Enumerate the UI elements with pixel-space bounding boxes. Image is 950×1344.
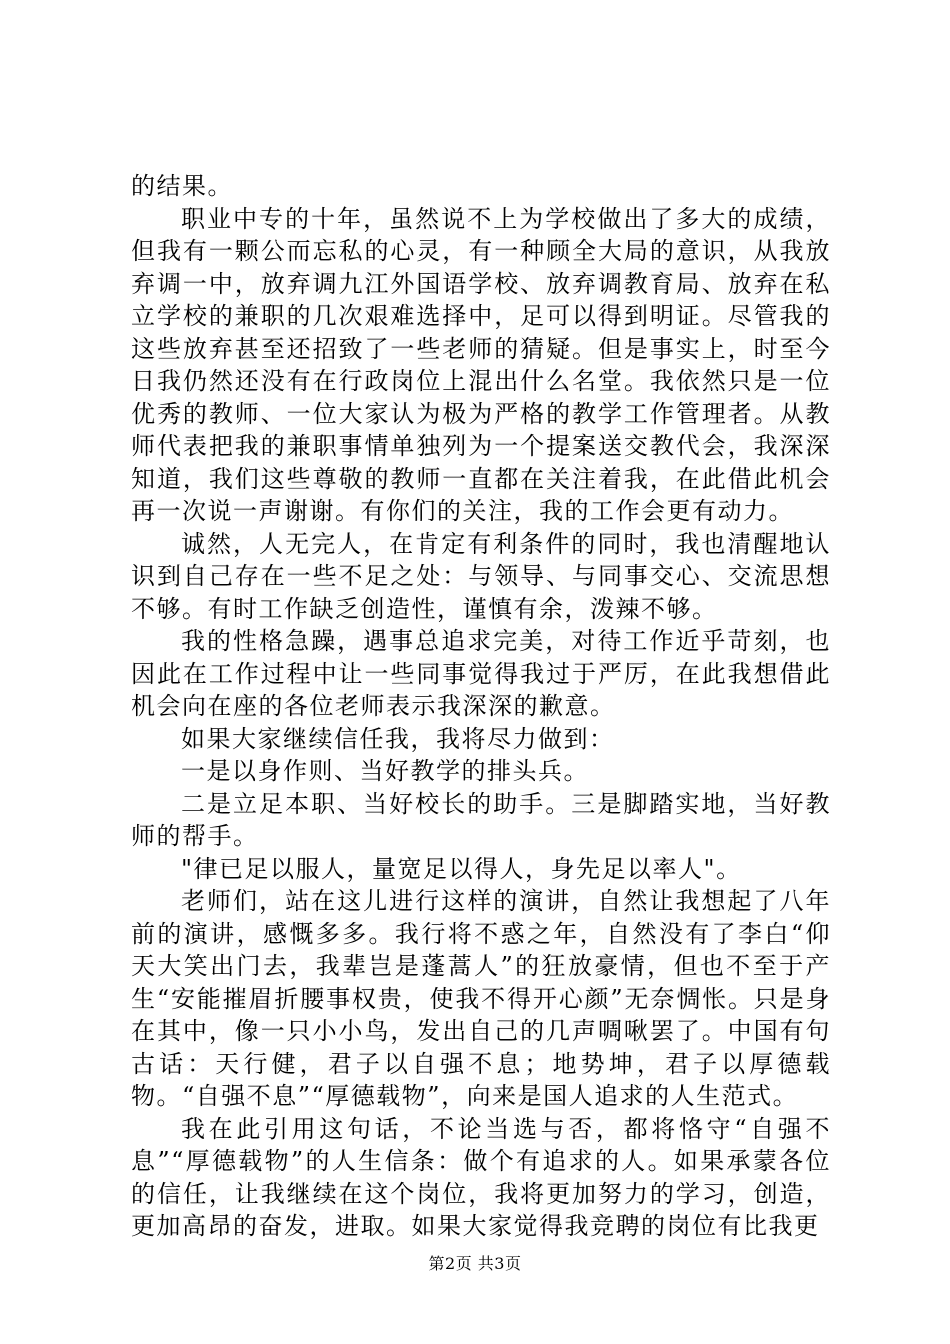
paragraph: 如果大家继续信任我，我将尽力做到：	[181, 724, 615, 753]
paragraph: 职业中专的十年，虽然说不上为学校做出了多大的成绩，但我有一颗公而忘私的心灵，有一种顾全大局的意识，从我放弃调一中，放弃调九江外国语学校、放弃调教育局、放弃在私立学校的兼职的几次艰难选择中，足可以得到明证。尽管我的这些放弃甚至还招致了一些老师的猜疑。但是事实上，时至今日我仍然还没有在行政岗位上混出什么名堂。我依然只是一位优秀的教师、一位大家认为极为严格的教学工作管理者。从教师代表把我的兼职事情单独列为一个提案送交教代会，我深深知道，我们这些尊敬的教师一直都在关注着我，在此借此机会再一次说一声谢谢。有你们的关注，我的工作会更有动力。	[131, 204, 831, 525]
paragraph: 一是以身作则、当好教学的排头兵。	[181, 757, 589, 785]
paragraph: 的结果。	[131, 172, 233, 200]
paragraph: 二是立足本职、当好校长的助手。三是脚踏实地，当好教师的帮手。	[131, 789, 831, 850]
paragraph: 我在此引用这句话，不论当选与否，都将恪守“自强不息”“厚德载物”的人生信条：做个有追求的人。如果承蒙各位的信任，让我继续在这个岗位，我将更加努力的学习，创造，更加高昂的奋发，进取。如果大家觉得我竞聘的岗位有比我更	[131, 1114, 831, 1240]
body-text	[131, 170, 831, 1243]
paragraph: 我的性格急躁，遇事总追求完美，对待工作近乎苛刻，也因此在工作过程中让一些同事觉得我过于严厉，在此我想借此机会向在座的各位老师表示我深深的歉意。	[131, 627, 831, 720]
page-number-footer: 第2页 共3页	[428, 1254, 522, 1273]
paragraph: "律已足以服人，量宽足以得人，身先足以率人"。	[181, 854, 742, 883]
paragraph: 诚然，人无完人，在肯定有利条件的同时，我也清醒地认识到自己存在一些不足之处：与领导、与同事交心、交流思想不够。有时工作缺乏创造性，谨慎有余，泼辣不够。	[131, 529, 831, 623]
paragraph: 老师们，站在这儿进行这样的演讲，自然让我想起了八年前的演讲，感慨多多。我行将不惑之年，自然没有了李白“仰天大笑出门去，我辈岂是蓬蒿人”的狂放豪情，但也不至于产生“安能摧眉折腰事权贵，使我不得开心颜”无奈惆怅。只是身在其中，像一只小小鸟，发出自己的几声啁啾罢了。中国有句古话：天行健，君子以自强不息；地势坤，君子以厚德载物。“自强不息”“厚德载物”，向来是国人追求的人生范式。	[131, 887, 831, 1110]
